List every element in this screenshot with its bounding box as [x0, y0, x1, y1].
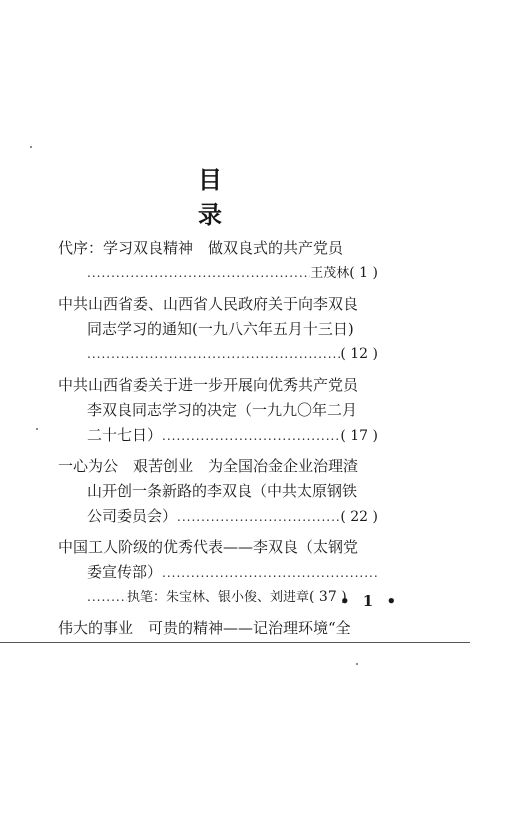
- toc-entry-leader: [58, 560, 378, 585]
- toc-entry-title-line: 伟大的事业 可贵的精神——记治理环境“全: [58, 619, 351, 637]
- toc-entry-title-line: 一心为公 艰苦创业 为全国冶金企业治理渣: [58, 457, 359, 475]
- toc-entry-page: ( 22 ): [340, 509, 378, 525]
- toc-entry-title-line: 中共山西省委关于进一步开展向优秀共产党员: [58, 376, 359, 394]
- toc-title: 目 录: [198, 165, 262, 229]
- toc-entry-leader: [58, 261, 378, 286]
- toc-entry-author: 执笔：朱宝林、银小俊、刘进章: [127, 590, 310, 605]
- toc-entry-title-tail: 委宣传部）: [87, 563, 163, 581]
- scan-speck: [356, 663, 358, 665]
- toc-entry-title-line: 中国工人阶级的优秀代表——李双良（太钢党: [58, 538, 359, 556]
- toc-entry-leader: [58, 585, 378, 610]
- toc-entry-author: 王茂林: [310, 266, 350, 281]
- toc-entry-title-tail: 公司委员会）: [87, 507, 178, 525]
- toc-entry-leader: [58, 342, 378, 367]
- toc-entry-page: ( 12 ): [340, 346, 378, 362]
- toc-entry-leader: [58, 504, 378, 529]
- page-number: • 1 •: [340, 592, 401, 610]
- toc-entry-notice: [58, 292, 378, 367]
- toc-entry-page: ( 17 ): [340, 428, 378, 444]
- toc-entry-title-line: 中共山西省委、山西省人民政府关于向李双良: [58, 295, 359, 313]
- dot-leader: [87, 585, 127, 610]
- dot-leader: [162, 561, 378, 585]
- toc-entry-leader: [58, 423, 378, 448]
- toc-entry-representative: [58, 535, 378, 610]
- toc-entry-title-line: 山开创一条新路的李双良（中共太原钢铁: [87, 482, 358, 500]
- toc-entry-great-cause: [58, 616, 378, 641]
- toc-entry-title-line: 同志学习的通知(一九八六年五月十三日): [87, 320, 354, 338]
- toc-entry-decision: [58, 373, 378, 448]
- scan-speck: [36, 428, 38, 430]
- dot-leader: [177, 505, 340, 529]
- toc-entry-title-line: 代序：学习双良精神 做双良式的共产党员: [58, 239, 344, 257]
- dot-leader: [87, 261, 310, 286]
- scan-speck: [30, 146, 32, 148]
- toc-entry-title-line: 李双良同志学习的决定（一九九〇年二月: [87, 401, 358, 419]
- dot-leader: [87, 342, 340, 367]
- toc-entry-page: ( 37 ): [309, 589, 347, 605]
- toc-entry-preface: [58, 236, 378, 286]
- dot-leader: [162, 424, 340, 448]
- table-of-contents: [58, 236, 378, 647]
- toc-entry-devotion: [58, 454, 378, 529]
- toc-entry-title-tail: 二十七日）: [87, 426, 163, 444]
- toc-entry-page: ( 1 ): [349, 265, 378, 281]
- bottom-rule: [0, 642, 470, 643]
